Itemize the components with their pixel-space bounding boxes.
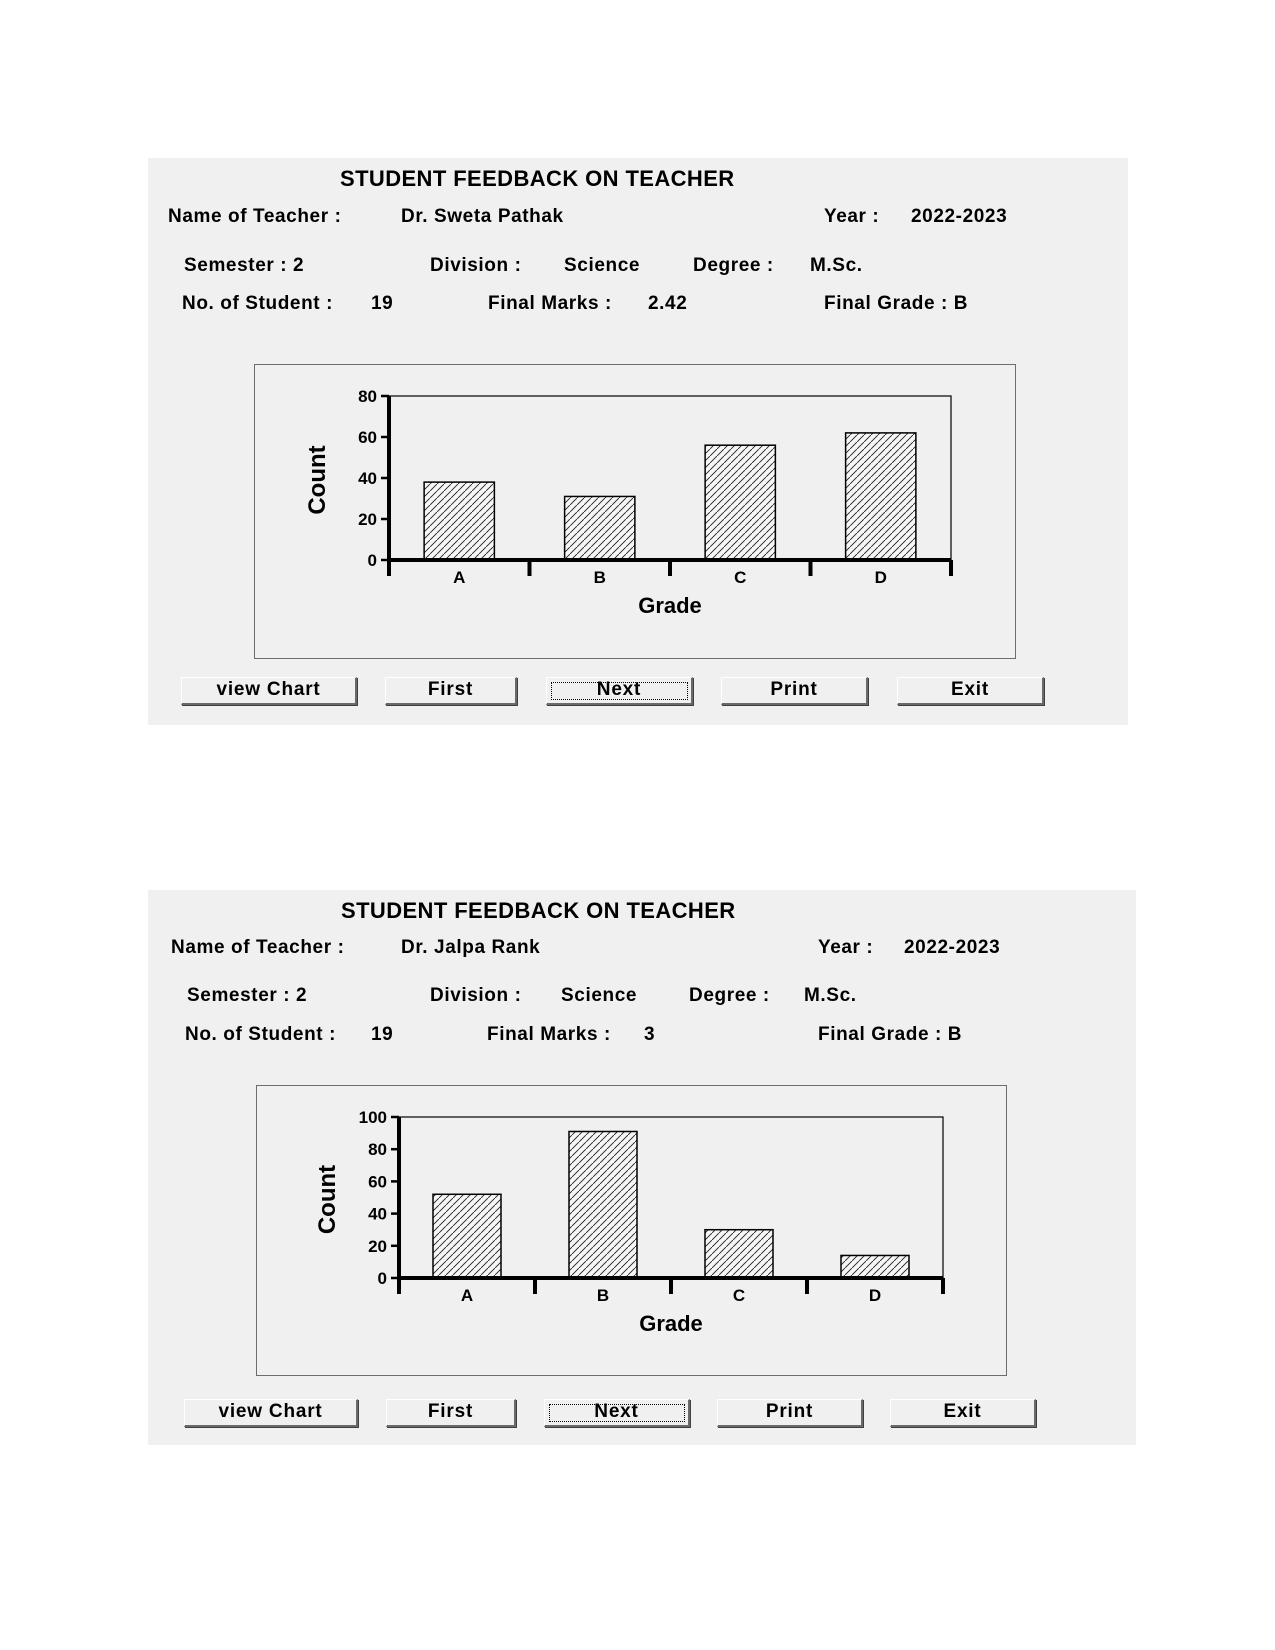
y-tick-label: 100	[358, 1108, 387, 1127]
year-label: Year :	[824, 206, 880, 227]
y-tick-label: 80	[358, 387, 377, 406]
bar-D	[846, 433, 916, 560]
students-label: No. of Student :	[185, 1024, 337, 1045]
y-tick-label: 0	[377, 1269, 387, 1288]
y-axis-title: Count	[304, 445, 331, 515]
final-grade: Final Grade : B	[824, 293, 969, 314]
x-tick-label: B	[596, 1286, 610, 1305]
next-button[interactable]: Next	[546, 677, 693, 705]
print-button[interactable]: Print	[721, 677, 868, 705]
teacher-value: Dr. Sweta Pathak	[401, 206, 564, 227]
y-tick-label: 60	[358, 428, 377, 447]
panel-title: STUDENT FEEDBACK ON TEACHER	[340, 166, 735, 191]
degree-value: M.Sc.	[804, 985, 857, 1006]
y-tick-label: 60	[368, 1172, 387, 1192]
view-chart-button[interactable]: view Chart	[184, 1399, 358, 1427]
x-axis-title: Grade	[639, 1311, 703, 1336]
teacher-value: Dr. Jalpa Rank	[401, 937, 541, 958]
y-tick-label: 20	[358, 510, 377, 529]
feedback-panel-1	[148, 158, 1128, 725]
division-label: Division :	[430, 255, 522, 276]
chart-frame	[256, 1085, 1007, 1376]
final-grade: Final Grade : B	[818, 1024, 963, 1045]
bar-A	[433, 1194, 501, 1278]
y-tick-label: 80	[368, 1140, 387, 1160]
students-label: No. of Student :	[182, 293, 334, 314]
degree-label: Degree :	[693, 255, 774, 276]
bar-B	[565, 496, 635, 560]
x-tick-label: C	[734, 568, 747, 587]
chart-frame	[254, 364, 1016, 659]
bar-C	[705, 1230, 773, 1278]
bar-D	[841, 1255, 909, 1278]
teacher-label: Name of Teacher :	[168, 206, 342, 227]
bar-chart	[255, 365, 1015, 658]
x-axis-title: Grade	[638, 593, 702, 618]
panel-title: STUDENT FEEDBACK ON TEACHER	[341, 898, 736, 923]
year-label: Year :	[818, 937, 874, 958]
x-tick-label: C	[732, 1286, 746, 1305]
students-value: 19	[371, 293, 394, 314]
degree-value: M.Sc.	[810, 255, 863, 276]
bar-A	[424, 482, 494, 560]
division-value: Science	[564, 255, 641, 276]
year-value: 2022-2023	[904, 937, 1001, 958]
year-value: 2022-2023	[911, 206, 1008, 227]
bar-C	[705, 445, 775, 560]
exit-button[interactable]: Exit	[897, 677, 1044, 705]
marks-value: 3	[644, 1024, 656, 1045]
first-button[interactable]: First	[386, 1399, 516, 1427]
view-chart-button[interactable]: view Chart	[181, 677, 357, 705]
x-tick-label: A	[453, 568, 466, 587]
semester-text: Semester : 2	[187, 985, 308, 1006]
next-button[interactable]: Next	[544, 1399, 690, 1427]
semester-text: Semester : 2	[184, 255, 305, 276]
y-tick-label: 0	[367, 551, 377, 570]
division-value: Science	[561, 985, 638, 1006]
x-tick-label: A	[460, 1286, 474, 1305]
x-tick-label: D	[874, 568, 887, 587]
division-label: Division :	[430, 985, 522, 1006]
marks-label: Final Marks :	[488, 293, 612, 314]
feedback-panel-2	[148, 890, 1136, 1445]
first-button[interactable]: First	[385, 677, 517, 705]
x-tick-label: D	[868, 1286, 882, 1305]
students-value: 19	[371, 1024, 394, 1045]
y-tick-label: 40	[358, 469, 377, 488]
marks-label: Final Marks :	[487, 1024, 611, 1045]
print-button[interactable]: Print	[717, 1399, 863, 1427]
exit-button[interactable]: Exit	[890, 1399, 1036, 1427]
marks-value: 2.42	[648, 293, 688, 314]
x-tick-label: B	[593, 568, 606, 587]
bar-chart	[257, 1086, 1006, 1375]
y-tick-label: 20	[368, 1236, 387, 1256]
y-tick-label: 40	[368, 1204, 387, 1224]
teacher-label: Name of Teacher :	[171, 937, 345, 958]
degree-label: Degree :	[689, 985, 770, 1006]
y-axis-title: Count	[314, 1164, 341, 1235]
bar-B	[569, 1131, 637, 1278]
